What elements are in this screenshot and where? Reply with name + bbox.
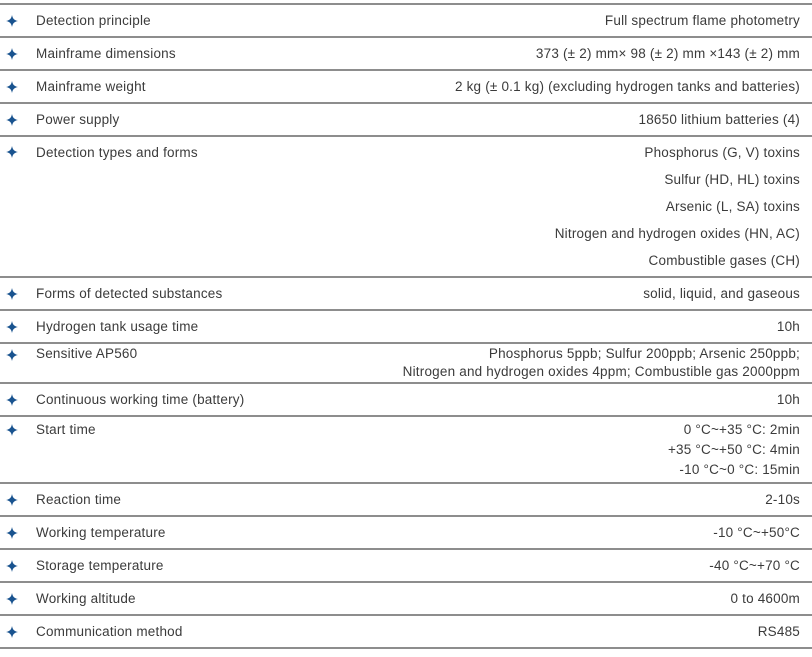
row-label-cell (6, 390, 244, 409)
star-bullet-icon (6, 321, 18, 333)
row-label: Working altitude (36, 591, 136, 606)
star-bullet-icon (6, 394, 18, 406)
row-value-line: Nitrogen and hydrogen oxides (HN, AC) (554, 226, 800, 241)
star-bullet-icon (6, 114, 18, 126)
star-bullet-icon (6, 527, 18, 539)
row-value-line: -10 °C~+50°C (713, 525, 800, 540)
row-value-line: Nitrogen and hydrogen oxides 4ppm; Combustible gas 2000ppm (402, 364, 800, 379)
row-label-cell (6, 284, 222, 303)
row-values (198, 139, 800, 274)
row-values (151, 11, 800, 30)
row-value-line: Arsenic (L, SA) toxins (665, 199, 800, 214)
row-label-cell (6, 622, 183, 641)
row-values (222, 284, 800, 303)
star-bullet-icon (6, 288, 18, 300)
row-values (164, 556, 800, 575)
table-row (0, 583, 812, 616)
row-label: Working temperature (36, 525, 166, 540)
row-label-cell (6, 490, 121, 509)
row-values (121, 490, 800, 509)
row-value-line: Phosphorus (G, V) toxins (644, 145, 800, 160)
table-row (0, 417, 812, 484)
row-label: Reaction time (36, 492, 122, 507)
row-label: Mainframe dimensions (36, 46, 176, 61)
star-bullet-icon (6, 593, 18, 605)
row-value-line: Full spectrum flame photometry (604, 13, 800, 28)
table-row (0, 104, 812, 137)
row-label: Continuous working time (battery) (36, 392, 245, 407)
row-values (176, 44, 800, 63)
row-label: Storage temperature (36, 558, 164, 573)
row-label: Mainframe weight (36, 79, 146, 94)
row-value-line: 10h (776, 392, 800, 407)
table-row (0, 278, 812, 311)
row-values (119, 110, 800, 129)
row-label: Power supply (36, 112, 120, 127)
star-bullet-icon (6, 626, 18, 638)
table-row (0, 484, 812, 517)
row-values (136, 589, 800, 608)
table-row (0, 550, 812, 583)
row-value-line: -10 °C~0 °C: 15min (679, 462, 800, 477)
row-label: Sensitive AP560 (36, 346, 138, 361)
row-label-cell (6, 139, 198, 166)
row-label: Start time (36, 422, 96, 437)
row-label-cell (6, 420, 96, 440)
row-value-line: +35 °C~+50 °C: 4min (667, 442, 800, 457)
row-value-line: 2 kg (± 0.1 kg) (excluding hydrogen tanks and batteries) (454, 79, 800, 94)
star-bullet-icon (6, 15, 18, 27)
star-bullet-icon (6, 494, 18, 506)
row-label: Detection principle (36, 13, 151, 28)
row-label-cell (6, 77, 146, 96)
row-label: Forms of detected substances (36, 286, 223, 301)
row-values (137, 345, 800, 381)
row-label: Communication method (36, 624, 183, 639)
row-value-line: 0 °C~+35 °C: 2min (683, 422, 800, 437)
row-value-line: RS485 (757, 624, 800, 639)
row-values (96, 420, 800, 480)
row-value-line: 373 (± 2) mm× 98 (± 2) mm ×143 (± 2) mm (535, 46, 800, 61)
star-bullet-icon (6, 560, 18, 572)
row-value-line: -40 °C~+70 °C (709, 558, 800, 573)
row-value-line: 0 to 4600m (730, 591, 800, 606)
table-row (0, 517, 812, 550)
star-bullet-icon (6, 146, 18, 158)
table-row (0, 311, 812, 344)
row-values (166, 523, 800, 542)
row-value-line: Sulfur (HD, HL) toxins (664, 172, 800, 187)
table-row (0, 616, 812, 649)
row-value-line: solid, liquid, and gaseous (643, 286, 800, 301)
star-bullet-icon (6, 48, 18, 60)
row-label-cell (6, 317, 198, 336)
row-label-cell (6, 523, 166, 542)
table-row (0, 384, 812, 417)
row-label-cell (6, 589, 136, 608)
row-label-cell (6, 556, 164, 575)
table-row (0, 38, 812, 71)
star-bullet-icon (6, 349, 18, 361)
row-values (198, 317, 800, 336)
table-row (0, 71, 812, 104)
row-values (244, 390, 800, 409)
row-value-line: Phosphorus 5ppb; Sulfur 200ppb; Arsenic 250ppb; (488, 346, 800, 361)
specification-table (0, 3, 812, 649)
row-value-line: 18650 lithium batteries (4) (638, 112, 800, 127)
row-label: Detection types and forms (36, 145, 198, 160)
table-row (0, 344, 812, 384)
row-value-line: Combustible gases (CH) (648, 253, 800, 268)
row-values (183, 622, 800, 641)
star-bullet-icon (6, 81, 18, 93)
row-values (146, 77, 800, 96)
row-value-line: 2-10s (765, 492, 800, 507)
row-value-line: 10h (776, 319, 800, 334)
row-label-cell (6, 11, 151, 30)
row-label-cell (6, 345, 137, 363)
table-row (0, 137, 812, 278)
row-label: Hydrogen tank usage time (36, 319, 199, 334)
row-label-cell (6, 44, 176, 63)
table-row (0, 5, 812, 38)
star-bullet-icon (6, 424, 18, 436)
row-label-cell (6, 110, 119, 129)
